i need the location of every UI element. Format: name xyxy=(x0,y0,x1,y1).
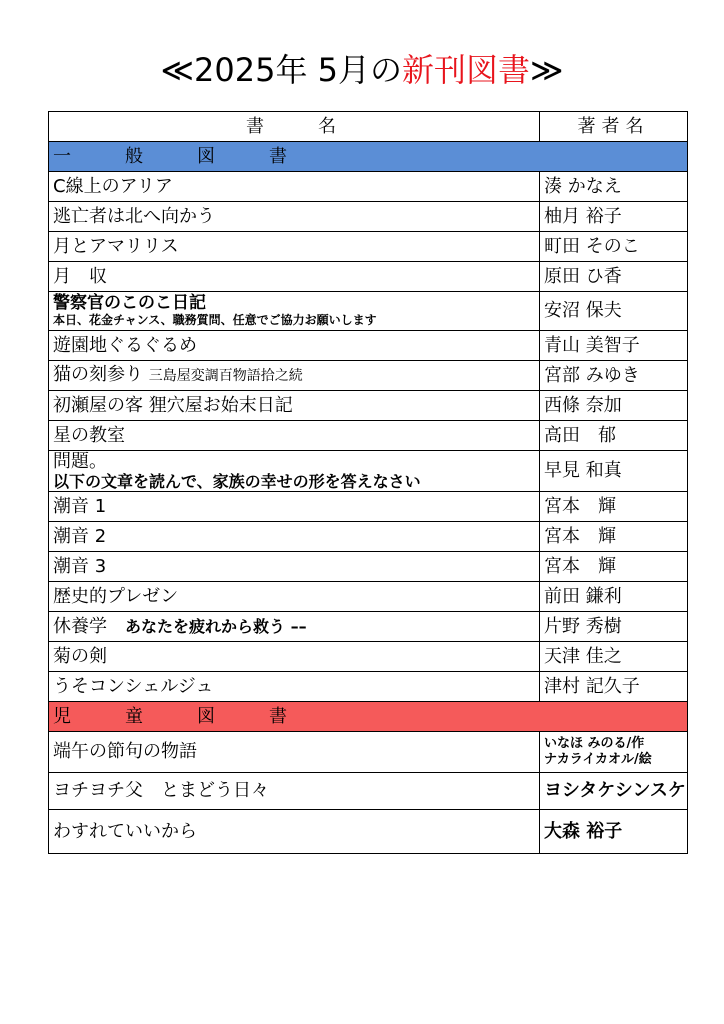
book-title-cell xyxy=(49,292,540,331)
section-general xyxy=(49,142,688,172)
book-title: 問題。 xyxy=(53,450,107,472)
section-children-label: 児 童 図 書 xyxy=(49,702,688,732)
book-author: 宮本 輝 xyxy=(540,492,688,522)
book-author: 早見 和真 xyxy=(540,451,688,492)
table-row xyxy=(49,172,688,202)
title-suffix: ≫ xyxy=(530,51,564,89)
book-list-table xyxy=(48,111,688,854)
book-title: 端午の節句の物語 xyxy=(49,732,540,773)
book-title-cell xyxy=(49,361,540,391)
table-row xyxy=(49,361,688,391)
book-title: わすれていいから xyxy=(49,810,540,854)
book-author: 天津 佳之 xyxy=(540,642,688,672)
column-header-author: 著者名 xyxy=(540,112,688,142)
book-title-cell xyxy=(49,612,540,642)
book-title: 月とアマリリス xyxy=(49,232,540,262)
table-row xyxy=(49,202,688,232)
book-title: 歴史的プレゼン xyxy=(49,582,540,612)
book-author: 原田 ひ香 xyxy=(540,262,688,292)
book-author: 津村 記久子 xyxy=(540,672,688,702)
book-title: うそコンシェルジュ xyxy=(49,672,540,702)
book-author-cell xyxy=(540,732,688,773)
book-subtitle: 本日、花金チャンス、職務質問、任意でご協力お願いします xyxy=(53,313,377,327)
book-title: 月 収 xyxy=(49,262,540,292)
book-author: 宮本 輝 xyxy=(540,522,688,552)
table-row xyxy=(49,492,688,522)
table-row xyxy=(49,421,688,451)
book-author: 柚月 裕子 xyxy=(540,202,688,232)
table-row xyxy=(49,331,688,361)
book-author: ヨシタケシンスケ xyxy=(540,773,688,810)
book-subtitle: あなたを疲れから救う –– xyxy=(125,616,307,636)
book-title-cell xyxy=(49,451,540,492)
table-row xyxy=(49,552,688,582)
table-row xyxy=(49,773,688,810)
book-author: 大森 裕子 xyxy=(540,810,688,854)
column-header-title: 書 名 xyxy=(49,112,540,142)
table-row xyxy=(49,391,688,421)
page-title xyxy=(0,46,724,94)
book-author: 西條 奈加 xyxy=(540,391,688,421)
book-author: 町田 そのこ xyxy=(540,232,688,262)
book-author: 宮本 輝 xyxy=(540,552,688,582)
book-author: 湊 かなえ xyxy=(540,172,688,202)
title-highlight: 新刊図書 xyxy=(401,51,530,89)
table-row xyxy=(49,262,688,292)
book-title: 遊園地ぐるぐるめ xyxy=(49,331,540,361)
table-row xyxy=(49,810,688,854)
section-children xyxy=(49,702,688,732)
book-title: C線上のアリア xyxy=(49,172,540,202)
book-subtitle: 三島屋変調百物語拾之続 xyxy=(148,368,303,384)
book-title: 休養学 xyxy=(53,615,107,637)
book-title: 初瀬屋の客 狸穴屋お始末日記 xyxy=(49,391,540,421)
book-illustrator: ナカライカオル/絵 xyxy=(544,752,652,767)
book-author: いなほ みのる/作 xyxy=(544,736,645,751)
table-row xyxy=(49,451,688,492)
section-general-label: 一 般 図 書 xyxy=(49,142,688,172)
book-author: 前田 鎌利 xyxy=(540,582,688,612)
table-row xyxy=(49,232,688,262)
table-row xyxy=(49,612,688,642)
book-title: ヨチヨチ父 とまどう日々 xyxy=(49,773,540,810)
book-title: 星の教室 xyxy=(49,421,540,451)
book-title: 菊の剣 xyxy=(49,642,540,672)
table-row xyxy=(49,732,688,773)
title-prefix: ≪2025年 5月の xyxy=(160,51,402,89)
table-row xyxy=(49,292,688,331)
book-author: 安沼 保夫 xyxy=(540,292,688,331)
table-row xyxy=(49,522,688,552)
table-row xyxy=(49,672,688,702)
book-title: 猫の刻参り xyxy=(53,364,143,385)
book-author: 青山 美智子 xyxy=(540,331,688,361)
table-header-row xyxy=(49,112,688,142)
book-title: 逃亡者は北へ向かう xyxy=(49,202,540,232)
book-title: 潮音 1 xyxy=(49,492,540,522)
table-row xyxy=(49,642,688,672)
book-author: 高田 郁 xyxy=(540,421,688,451)
table-row xyxy=(49,582,688,612)
book-author: 宮部 みゆき xyxy=(540,361,688,391)
book-title: 潮音 2 xyxy=(49,522,540,552)
book-title: 潮音 3 xyxy=(49,552,540,582)
book-title: 警察官のこのこ日記 xyxy=(53,293,206,313)
book-author: 片野 秀樹 xyxy=(540,612,688,642)
book-subtitle: 以下の文章を読んで、家族の幸せの形を答えなさい xyxy=(53,471,421,491)
